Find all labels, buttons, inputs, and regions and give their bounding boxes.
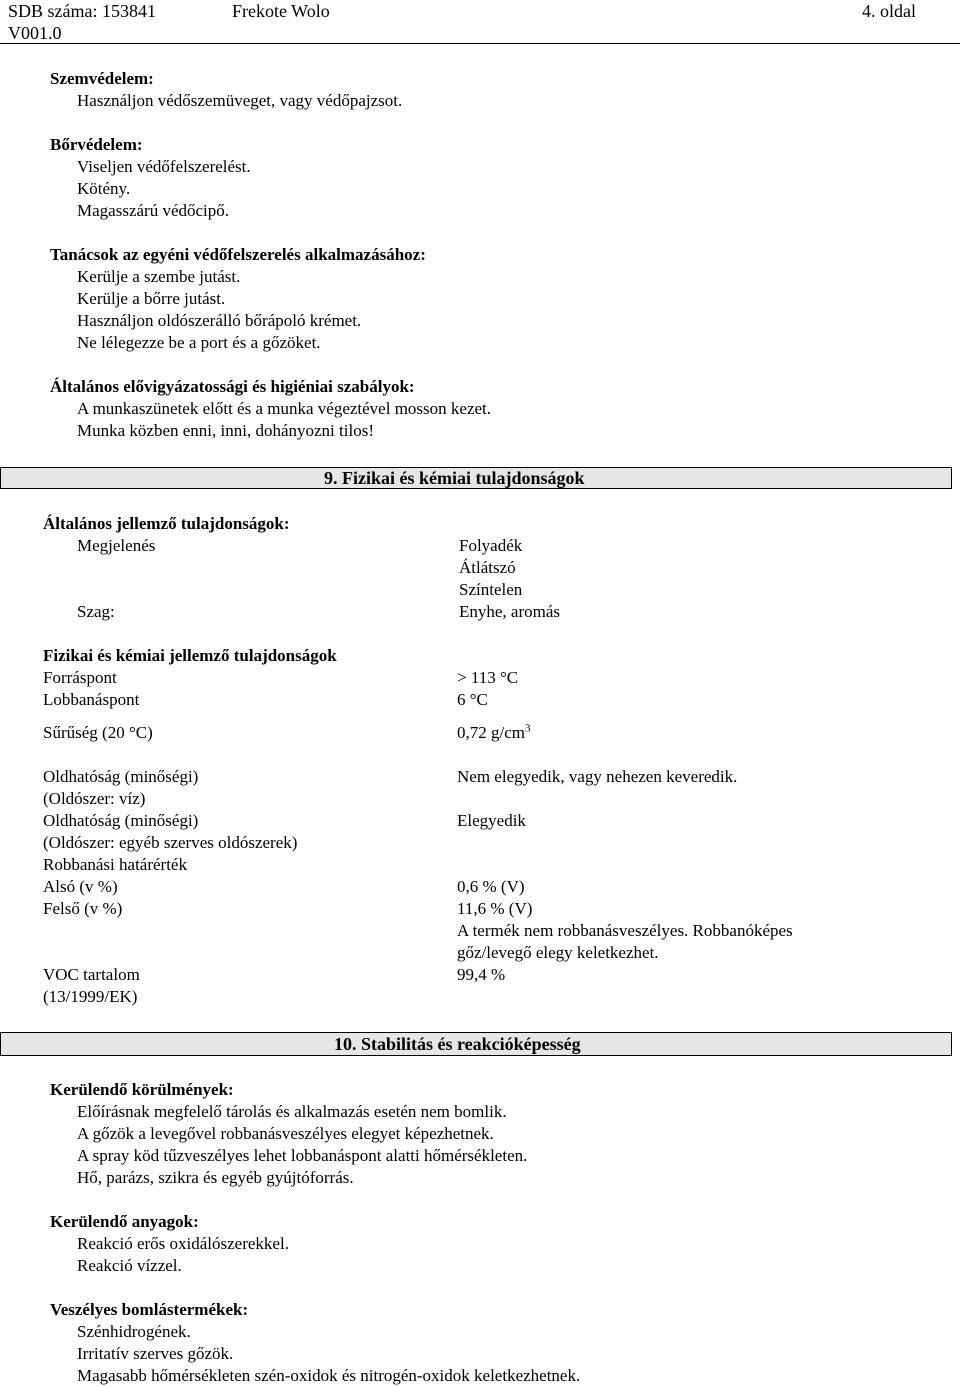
appearance-value: Átlátszó: [459, 558, 516, 577]
eye-protection-title: Szemvédelem:: [50, 69, 154, 88]
explosion-note: gőz/levegő elegy keletkezhet.: [457, 943, 659, 962]
page-number: 4. oldal: [862, 1, 916, 21]
conditions-item: A spray köd tűzveszélyes lehet lobbanáspont alatti hőmérsékleten.: [77, 1146, 528, 1165]
flash-point-value: 6 °C: [457, 690, 488, 709]
hygiene-item: A munkaszünetek előtt és a munka végeztével mosson kezet.: [77, 399, 492, 418]
decomposition-title: Veszélyes bomlástermékek:: [50, 1300, 249, 1319]
odor-value: Enyhe, aromás: [459, 602, 561, 621]
ppe-advice-item: Kerülje a szembe jutást.: [77, 267, 241, 286]
explosion-limits-label: Robbanási határérték: [43, 855, 187, 874]
conditions-item: Hő, parázs, szikra és egyéb gyújtóforrás.: [77, 1168, 354, 1187]
ppe-advice-item: Használjon oldószerálló bőrápoló krémet.: [77, 311, 362, 330]
lower-limit-label: Alsó (v %): [43, 877, 118, 896]
solubility-value: Elegyedik: [457, 811, 526, 830]
general-properties-title: Általános jellemző tulajdonságok:: [43, 514, 290, 533]
conditions-item: Előírásnak megfelelő tárolás és alkalmazás esetén nem bomlik.: [77, 1102, 507, 1121]
density-number: 0,72 g/cm: [457, 723, 525, 742]
solubility-solvent: (Oldószer: víz): [43, 789, 146, 808]
upper-limit-label: Felső (v %): [43, 899, 123, 918]
decomposition-item: Irritatív szerves gőzök.: [77, 1344, 234, 1363]
section-9-title: 9. Fizikai és kémiai tulajdonságok: [324, 468, 585, 488]
voc-value: 99,4 %: [457, 965, 506, 984]
appearance-value: Színtelen: [459, 580, 523, 599]
ppe-advice-item: Ne lélegezze be a port és a gőzöket.: [77, 333, 321, 352]
density-exponent: 3: [525, 722, 531, 735]
explosion-note: A termék nem robbanásveszélyes. Robbanóképes: [457, 921, 793, 940]
decomposition-item: Magasabb hőmérsékleten szén-oxidok és nitrogén-oxidok keletkezhetnek.: [77, 1366, 581, 1385]
decomposition-item: Szénhidrogének.: [77, 1322, 191, 1341]
materials-item: Reakció vízzel.: [77, 1256, 182, 1275]
odor-label: Szag:: [77, 602, 115, 621]
solubility-value: Nem elegyedik, vagy nehezen keveredik.: [457, 767, 738, 786]
hygiene-item: Munka közben enni, inni, dohányozni tilos!: [77, 421, 374, 440]
sdb-number: SDB száma: 153841: [8, 1, 156, 21]
ppe-advice-title: Tanácsok az egyéni védőfelszerelés alkalmazásához:: [50, 245, 426, 264]
conditions-to-avoid-title: Kerülendő körülmények:: [50, 1080, 234, 1099]
materials-item: Reakció erős oxidálószerekkel.: [77, 1234, 289, 1253]
materials-to-avoid-title: Kerülendő anyagok:: [50, 1212, 199, 1231]
product-name: Frekote Wolo: [232, 1, 330, 21]
section-10-title: 10. Stabilitás és reakcióképesség: [334, 1034, 581, 1054]
solubility-label: Oldhatóság (minőségi): [43, 767, 199, 786]
density-label: Sűrűség (20 °C): [43, 723, 153, 742]
eye-protection-item: Használjon védőszemüveget, vagy védőpajzsot.: [77, 91, 403, 110]
physchem-title: Fizikai és kémiai jellemző tulajdonságok: [43, 646, 337, 665]
appearance-value: Folyadék: [459, 536, 523, 555]
solubility-label: Oldhatóság (minőségi): [43, 811, 199, 830]
skin-protection-item: Kötény.: [77, 179, 131, 198]
boiling-point-value: > 113 °C: [457, 668, 519, 687]
ppe-advice-item: Kerülje a bőrre jutást.: [77, 289, 226, 308]
boiling-point-label: Forráspont: [43, 668, 117, 687]
skin-protection-title: Bőrvédelem:: [50, 135, 143, 154]
upper-limit-value: 11,6 % (V): [457, 899, 533, 918]
flash-point-label: Lobbanáspont: [43, 690, 140, 709]
hygiene-title: Általános elővigyázatossági és higiéniai szabályok:: [50, 377, 415, 396]
voc-reference: (13/1999/EK): [43, 987, 138, 1006]
density-value: [457, 722, 531, 744]
header-rule: [0, 43, 960, 44]
conditions-item: A gőzök a levegővel robbanásveszélyes elegyet képezhetnek.: [77, 1124, 494, 1143]
voc-label: VOC tartalom: [43, 965, 140, 984]
lower-limit-value: 0,6 % (V): [457, 877, 525, 896]
skin-protection-item: Magasszárú védőcipő.: [77, 201, 230, 220]
appearance-label: Megjelenés: [77, 536, 156, 555]
version: V001.0: [8, 23, 62, 43]
solubility-solvent: (Oldószer: egyéb szerves oldószerek): [43, 833, 298, 852]
skin-protection-item: Viseljen védőfelszerelést.: [77, 157, 251, 176]
